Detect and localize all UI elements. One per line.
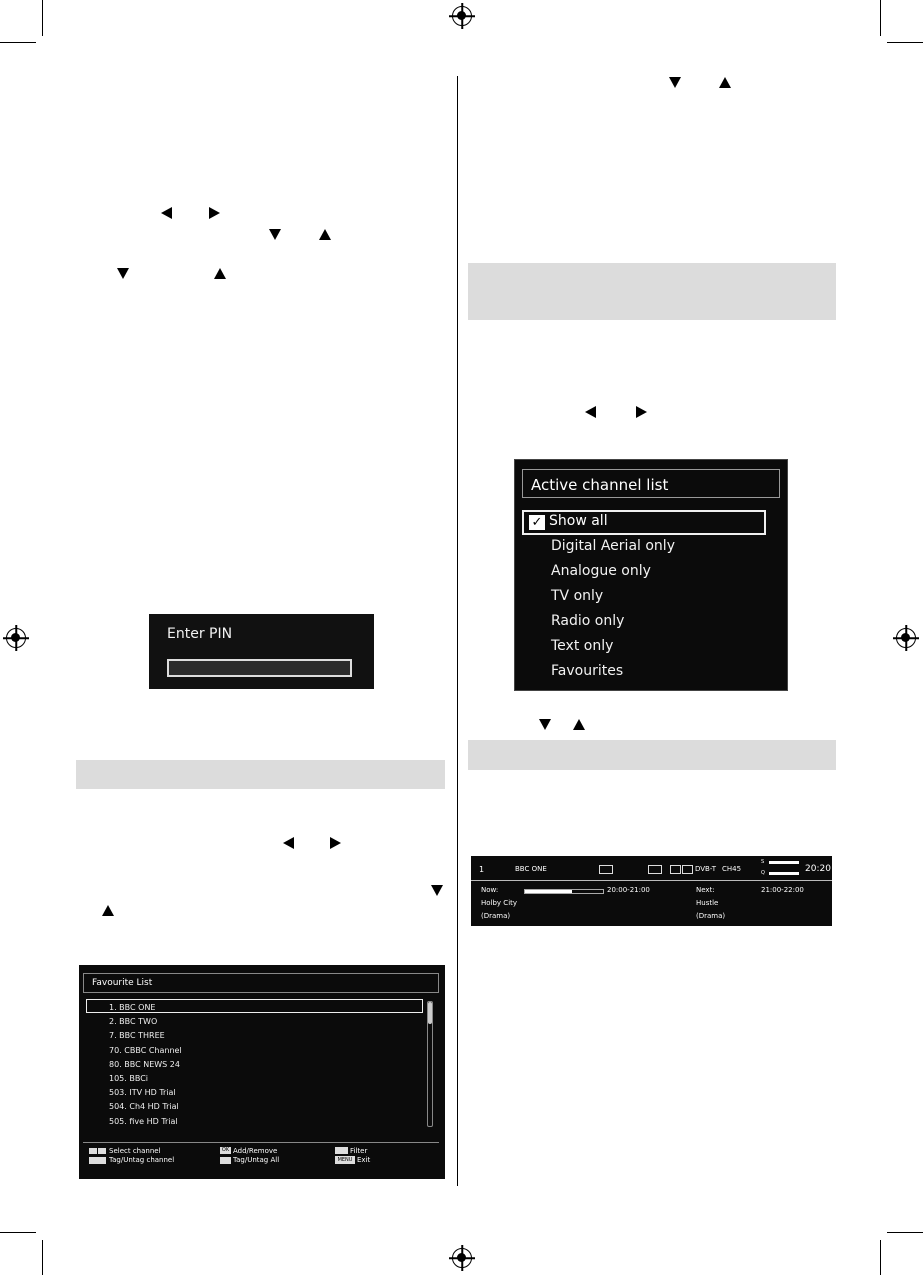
dialog-top-border [149,612,374,614]
crop-mark [42,1240,43,1275]
favourite-channel-item[interactable]: 505. five HD Trial [109,1116,178,1126]
banner-divider [471,880,832,881]
left-arrow-icon [585,406,596,418]
yellow-key-icon [89,1157,106,1164]
left-arrow-icon [283,837,294,849]
favourite-channel-item[interactable]: 70. CBBC Channel [109,1045,182,1055]
blue-key-icon [335,1147,348,1154]
info-banner [471,856,832,926]
up-arrow-icon [102,905,114,916]
channel-filter-option[interactable]: Favourites [551,663,624,679]
favourite-list-screen [79,965,445,1179]
registration-mark-icon [452,6,472,26]
signal-strength-bar [769,861,799,864]
favourite-channel-item[interactable]: 80. BBC NEWS 24 [109,1059,180,1069]
down-arrow-icon [539,719,551,730]
footer-select-channel: Select channel [109,1147,161,1155]
now-progress-bar [524,889,604,894]
now-title: Holby City [481,899,518,907]
favourite-list-title: Favourite List [92,978,153,988]
crop-mark [0,1232,36,1233]
now-time: 20:00-21:00 [607,886,650,894]
channel-filter-option[interactable]: Text only [551,638,614,654]
registration-mark-icon [452,1248,472,1268]
now-genre: (Drama) [481,912,511,920]
registration-mark-icon [6,628,26,648]
section-heading-bar [76,760,445,789]
column-divider [457,76,458,1186]
down-arrow-icon [669,77,681,88]
up-arrow-icon [573,719,585,730]
channel-number: 1 [479,865,485,874]
audio-icon [648,865,662,874]
up-arrow-icon [319,229,331,240]
up-arrow-icon [719,77,731,88]
channel-filter-option[interactable]: Analogue only [551,563,651,579]
registration-mark-icon [896,628,916,648]
broadcast-type: DVB-T [695,865,717,873]
channel-filter-option[interactable]: Radio only [551,613,625,629]
channel-filter-option[interactable]: TV only [551,588,604,604]
section-heading-bar [468,740,836,770]
signal-quality-label: Q [761,870,765,876]
footer-exit: Exit [357,1156,371,1164]
next-title: Hustle [696,899,719,907]
teletext-icon [670,865,681,874]
now-progress-fill [525,890,572,893]
section-heading-bar [468,263,836,320]
subtitle-icon [599,865,613,874]
menu-key-icon: MENU [335,1156,355,1164]
right-arrow-icon [209,207,220,219]
ok-key-icon: OK [221,1147,230,1153]
up-arrow-icon [214,268,226,279]
footer-add-remove: Add/Remove [233,1147,278,1155]
favourite-channel-item[interactable]: 2. BBC TWO [109,1017,158,1027]
pin-input[interactable] [167,659,352,677]
footer-filter: Filter [350,1147,368,1155]
crop-mark [887,42,923,43]
clock: 20:20 [805,864,831,874]
active-channel-list-title: Active channel list [531,476,669,494]
favourite-channel-item[interactable]: 7. BBC THREE [109,1031,165,1041]
active-channel-list-header [522,469,780,498]
footer-tag-untag-channel: Tag/Untag channel [109,1156,175,1164]
favourite-list-header [83,973,439,993]
scrollbar-thumb[interactable] [428,1002,432,1024]
right-arrow-icon [330,837,341,849]
next-label: Next: [696,886,715,894]
footer-divider [83,1142,439,1143]
channel-filter-option[interactable]: Show all [549,513,608,529]
down-arrow-icon [431,885,443,896]
crop-mark [880,1240,881,1275]
right-arrow-icon [636,406,647,418]
channel-name: BBC ONE [515,865,547,873]
enter-pin-dialog [149,612,374,689]
favourite-channel-item[interactable]: 503. ITV HD Trial [109,1088,176,1098]
left-arrow-icon [161,207,172,219]
crop-mark [887,1232,923,1233]
checkmark-icon: ✓ [529,515,545,530]
favourite-channel-item[interactable]: 105. BBCi [109,1074,148,1083]
up-key-icon [98,1148,106,1154]
signal-quality-bar [769,872,799,875]
channel-filter-option[interactable]: Digital Aerial only [551,538,675,554]
next-time: 21:00-22:00 [761,886,804,894]
crop-mark [880,0,881,36]
favourite-channel-item[interactable]: 504. Ch4 HD Trial [109,1102,179,1112]
pin-dialog-title: Enter PIN [167,626,233,642]
channel-id: CH45 [722,865,742,873]
down-arrow-icon [117,268,129,279]
signal-strength-label: S [761,859,765,865]
favourite-channel-item[interactable]: 1. BBC ONE [109,1003,156,1012]
green-key-icon [220,1157,231,1164]
tv-icon [682,865,693,874]
next-genre: (Drama) [696,912,726,920]
footer-tag-untag-all: Tag/Untag All [233,1156,280,1164]
now-label: Now: [481,886,499,894]
down-key-icon [89,1148,97,1154]
down-arrow-icon [269,229,281,240]
active-channel-list-screen [514,459,788,691]
crop-mark [42,0,43,36]
crop-mark [0,42,36,43]
